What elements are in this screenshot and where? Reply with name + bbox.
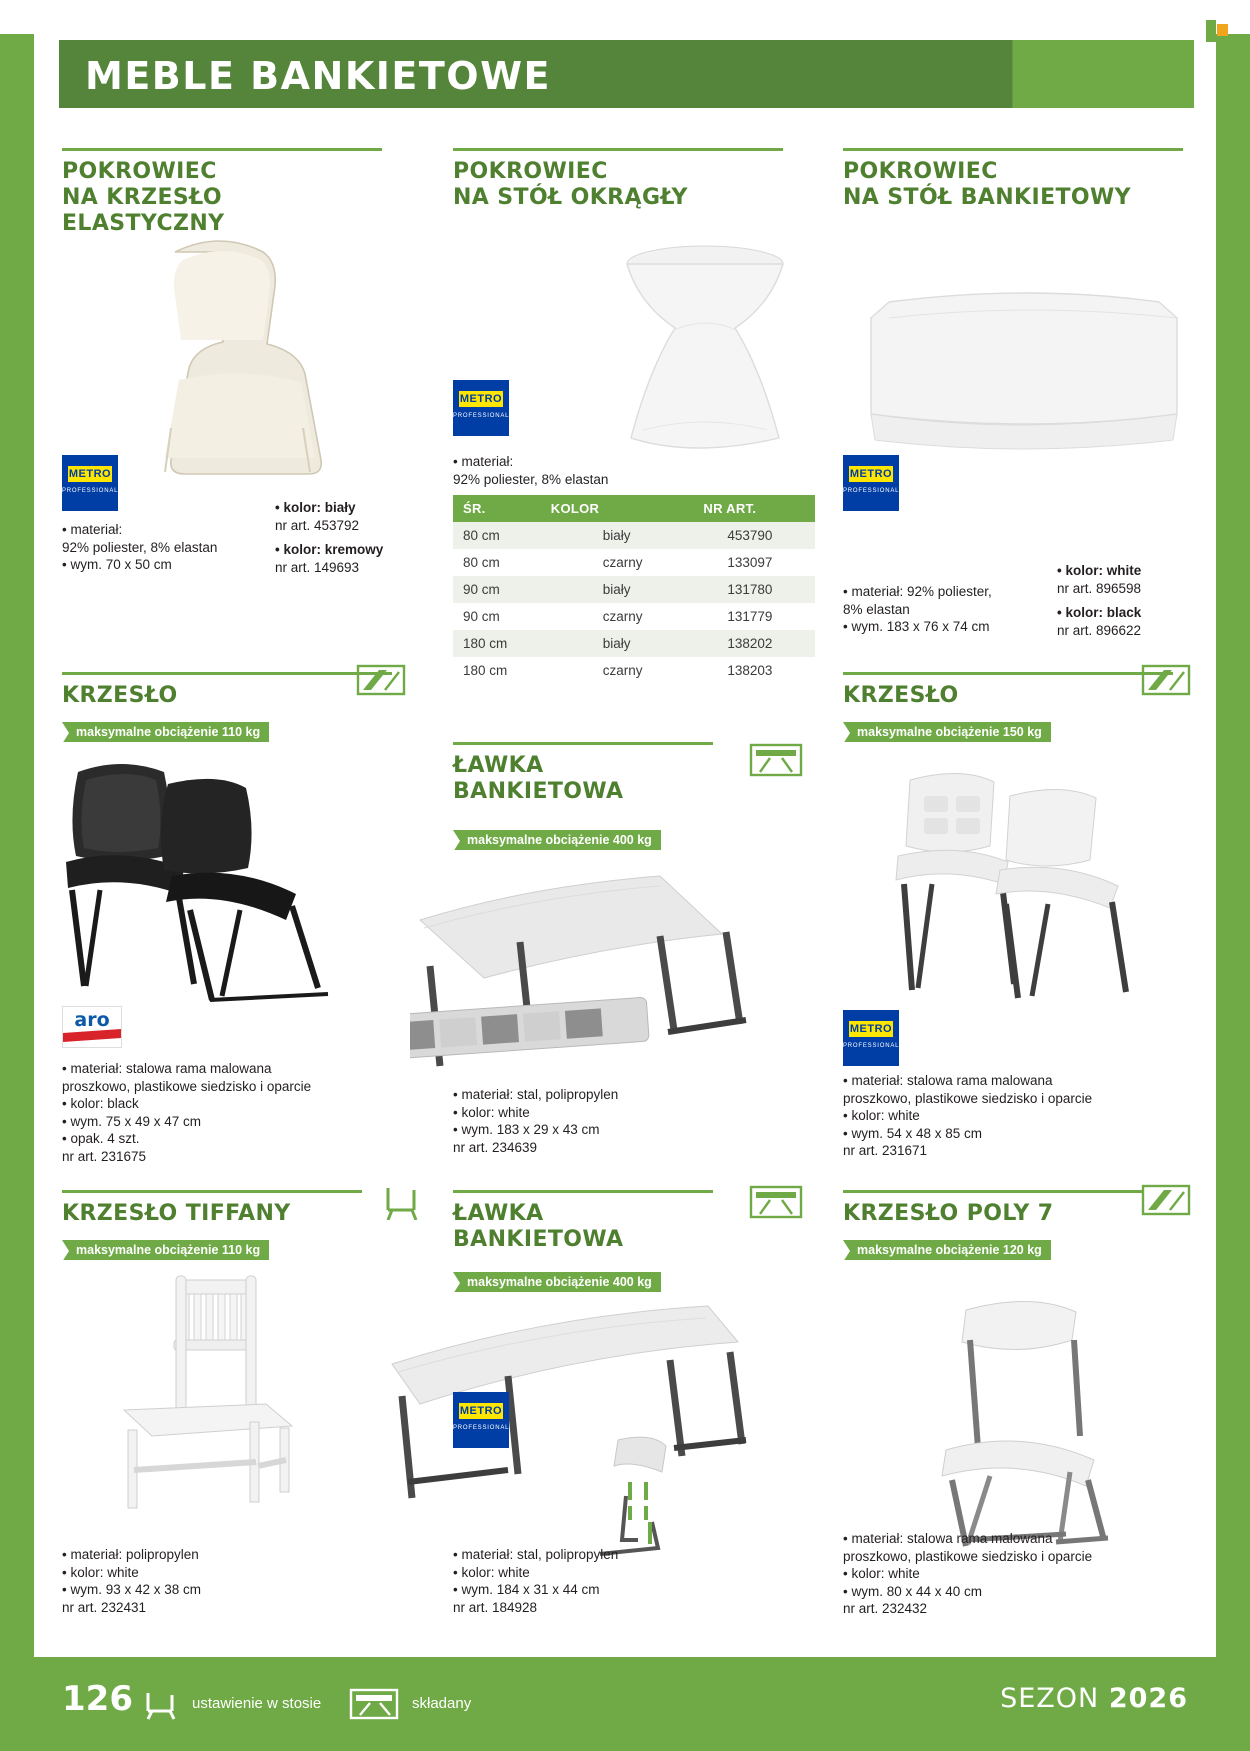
spec-line: • kolor: white (453, 1104, 530, 1120)
spec-line: • wym. 75 x 49 x 47 cm (62, 1113, 202, 1129)
load-label: maksymalne obciążenie 110 kg (62, 722, 269, 742)
folding-chair-icon (1140, 660, 1192, 700)
product-title-line2: BANKIETOWA (453, 779, 624, 804)
product-title-line2: NA STÓŁ OKRĄGŁY (453, 185, 688, 210)
folding-table-icon (748, 738, 804, 782)
load-badge-krzeslo-aro (62, 722, 269, 742)
spec-line: • wym. 54 x 48 x 85 cm (843, 1125, 983, 1141)
title-rule (62, 1190, 362, 1193)
product-card-lawka-2 (453, 1190, 713, 1253)
spec-line: • wym. 93 x 42 x 38 cm (62, 1582, 202, 1597)
product-title-line2: BANKIETOWA (453, 1227, 624, 1252)
product-title-line2: NA KRZESŁO ELASTYCZNY (62, 185, 225, 236)
page-number: 126 (62, 1679, 133, 1719)
page-footer (0, 1657, 1250, 1751)
spec-line: • kolor: white (843, 1566, 920, 1581)
table-header-diameter: ŚR. (453, 495, 541, 522)
product-image-tiffany-chair (90, 1270, 320, 1520)
brand-logo-aro: aro (62, 1006, 122, 1048)
title-rule (62, 672, 392, 675)
product-card-krzeslo-white (843, 672, 1173, 709)
product-image-banquet-table-cover (855, 280, 1195, 460)
spec-line: proszkowo, plastikowe siedzisko i oparcie (62, 1078, 312, 1094)
brand-logo-metro-2: METRO PROFESSIONAL (453, 380, 509, 436)
spec-line: nr art. 184928 (453, 1599, 538, 1615)
brand-logo-metro-4: METRO PROFESSIONAL (843, 1010, 899, 1066)
spec-line: • materiał: (62, 522, 123, 537)
spec-line: • wym. 183 x 29 x 43 cm (453, 1122, 600, 1137)
table-header-color: KOLOR (541, 495, 694, 522)
footer-icon1-label: ustawienie w stosie (192, 1695, 322, 1712)
cell-art: 138203 (727, 663, 773, 678)
title-rule (453, 742, 713, 745)
title-rule (453, 1190, 713, 1193)
variant-color: • kolor: black (1057, 605, 1142, 620)
product-title-line1: POKROWIEC (453, 159, 608, 184)
spec-line: • materiał: 92% poliester, (843, 584, 992, 599)
brand-logo-metro-1: METRO PROFESSIONAL (62, 455, 118, 511)
spec-line: • materiał: stalowa rama malowana (843, 1073, 1053, 1088)
brand-logo-metro-5: METRO PROFESSIONAL (453, 1392, 509, 1448)
load-label: maksymalne obciążenie 400 kg (453, 830, 661, 850)
cell-color: biały (541, 576, 694, 603)
product-image-chair-cover (105, 222, 335, 492)
product-title: KRZESŁO TIFFANY (62, 1201, 291, 1226)
spec-line: • materiał: polipropylen (62, 1547, 199, 1562)
product-title-line2: NA STÓŁ BANKIETOWY (843, 185, 1132, 210)
load-badge-lawka-1 (453, 830, 661, 850)
cell-art: 131780 (693, 576, 815, 603)
product-title-line1: POKROWIEC (843, 159, 998, 184)
table-row (453, 522, 815, 549)
stacking-chair-icon (378, 1180, 426, 1220)
spec-line: 92% poliester, 8% elastan (62, 539, 218, 555)
season-word: SEZON (1000, 1683, 1100, 1714)
product-card-lawka-1 (453, 742, 713, 805)
stacking-icon (140, 1687, 182, 1721)
load-label: maksymalne obciążenie 110 kg (62, 1240, 269, 1260)
load-badge-lawka-2 (453, 1272, 661, 1292)
folding-icon (348, 1685, 400, 1723)
load-badge-krzeslo-white (843, 722, 1051, 742)
cell-color: biały (541, 522, 694, 549)
variant-art: nr art. 149693 (275, 559, 360, 575)
spec-line: nr art. 231671 (843, 1143, 928, 1158)
product-specs-krzeslo-aro (62, 1060, 392, 1165)
product-title: KRZESŁO (843, 683, 959, 708)
spec-line: • materiał: stal, polipropylen (453, 1547, 619, 1562)
load-label: maksymalne obciążenie 120 kg (843, 1240, 1051, 1260)
spec-line: • kolor: black (62, 1096, 139, 1111)
table-header-art: NR ART. (693, 495, 815, 522)
product-specs-pokrowiec-stol-bankietowy (843, 583, 1083, 636)
title-rule (453, 148, 783, 151)
spec-table-round-table-cover (453, 495, 815, 684)
footer-icon2-label: składany (412, 1695, 472, 1712)
spec-line: • wym. 80 x 44 x 40 cm (843, 1583, 983, 1599)
cell-diameter: 80 cm (453, 522, 541, 549)
load-badge-krzeslo-poly-7 (843, 1240, 1051, 1260)
spec-line: • opak. 4 szt. (62, 1131, 140, 1146)
product-title: KRZESŁO POLY 7 (843, 1201, 1054, 1226)
spec-line: • wym. 183 x 76 x 74 cm (843, 619, 990, 634)
spec-line: • kolor: white (843, 1108, 920, 1123)
product-variants-pokrowiec-stol-bankietowy (1057, 562, 1207, 639)
spec-line: 8% elastan (843, 601, 910, 617)
cell-diameter: 90 cm (463, 609, 500, 624)
product-title-line1: ŁAWKA (453, 1201, 544, 1226)
product-image-bench-1 (410, 862, 830, 1072)
brand-logo-metro-3: METRO PROFESSIONAL (843, 455, 899, 511)
product-image-bench-2 (378, 1300, 828, 1560)
product-card-krzeslo-aro (62, 672, 392, 709)
product-title-line1: ŁAWKA (453, 753, 544, 778)
variant-art: nr art. 896598 (1057, 580, 1142, 596)
variant-color: • kolor: white (1057, 563, 1142, 578)
cell-diameter: 180 cm (463, 663, 508, 678)
cell-art: 453790 (693, 522, 815, 549)
title-rule (843, 148, 1183, 151)
title-rule (62, 148, 382, 151)
load-label: maksymalne obciążenie 400 kg (453, 1272, 661, 1292)
product-card-pokrowiec-stol-bankietowy (843, 148, 1183, 211)
cell-diameter: 80 cm (463, 555, 500, 570)
table-row (453, 657, 815, 684)
cell-diameter: 180 cm (453, 630, 541, 657)
cell-color: czarny (602, 555, 643, 570)
folding-chair-icon (1140, 1180, 1192, 1220)
spec-line: • materiał: stalowa rama malowana (62, 1061, 272, 1076)
spec-line: nr art. 234639 (453, 1139, 538, 1155)
spec-line: • kolor: white (62, 1564, 139, 1580)
variant-art: nr art. 453792 (275, 517, 360, 533)
table-row (453, 630, 815, 657)
product-specs-krzeslo-white (843, 1072, 1183, 1160)
product-title-line1: POKROWIEC (62, 159, 217, 184)
spec-line: • wym. 184 x 31 x 44 cm (453, 1582, 600, 1597)
product-card-krzeslo-tiffany (62, 1190, 362, 1227)
season-label (1000, 1683, 1188, 1714)
product-title: KRZESŁO (62, 683, 178, 708)
cell-color: czarny (602, 609, 643, 624)
cell-color: czarny (602, 663, 643, 678)
spec-line: nr art. 231675 (62, 1148, 147, 1164)
spec-line: proszkowo, plastikowe siedzisko i oparcie (843, 1548, 1093, 1564)
spec-line: • materiał: (453, 454, 514, 469)
spec-line: • kolor: white (453, 1564, 530, 1580)
spec-line: • materiał: stal, polipropylen (453, 1087, 619, 1102)
variant-color: • kolor: kremowy (275, 542, 384, 557)
table-row (453, 576, 815, 603)
product-card-krzeslo-poly-7 (843, 1190, 1143, 1227)
title-rule (843, 672, 1173, 675)
product-specs-pokrowiec-krzeslo (62, 521, 292, 574)
cell-color: biały (541, 630, 694, 657)
variant-art: nr art. 896622 (1057, 622, 1142, 638)
load-label: maksymalne obciążenie 150 kg (843, 722, 1051, 742)
folding-chair-icon (355, 660, 407, 700)
product-specs-lawka-1 (453, 1086, 753, 1156)
product-specs-lawka-2 (453, 1546, 753, 1616)
product-specs-krzeslo-tiffany (62, 1546, 362, 1616)
spec-line: nr art. 232431 (62, 1599, 147, 1615)
product-image-round-table-cover (610, 240, 800, 470)
product-specs-krzeslo-poly-7 (843, 1530, 1183, 1618)
cell-art: 133097 (727, 555, 773, 570)
product-card-pokrowiec-stol-okragly (453, 148, 783, 211)
title-rule (843, 1190, 1143, 1193)
product-image-poly-7-chair (930, 1290, 1180, 1550)
page-title: MEBLE BANKIETOWE (85, 54, 551, 98)
folding-table-icon (748, 1180, 804, 1224)
spec-line: • wym. 70 x 50 cm (62, 557, 172, 572)
product-specs-pokrowiec-stol-okragly (453, 453, 703, 488)
product-variants-pokrowiec-krzeslo (275, 499, 415, 576)
cell-art: 131779 (727, 609, 773, 624)
table-row (453, 549, 815, 576)
cell-art: 138202 (693, 630, 815, 657)
season-year: 2026 (1108, 1683, 1188, 1714)
variant-color: • kolor: biały (275, 500, 356, 515)
product-image-black-folding-chairs (60, 750, 360, 1010)
load-badge-krzeslo-tiffany (62, 1240, 269, 1260)
spec-line: 92% poliester, 8% elastan (453, 471, 609, 487)
spec-line: nr art. 232432 (843, 1601, 928, 1616)
table-row (453, 603, 815, 630)
cell-diameter: 90 cm (453, 576, 541, 603)
product-image-white-folding-chairs (880, 760, 1180, 1010)
spec-line: • materiał: stalowa rama malowana (843, 1531, 1053, 1546)
spec-line: proszkowo, plastikowe siedzisko i oparcie (843, 1090, 1093, 1106)
